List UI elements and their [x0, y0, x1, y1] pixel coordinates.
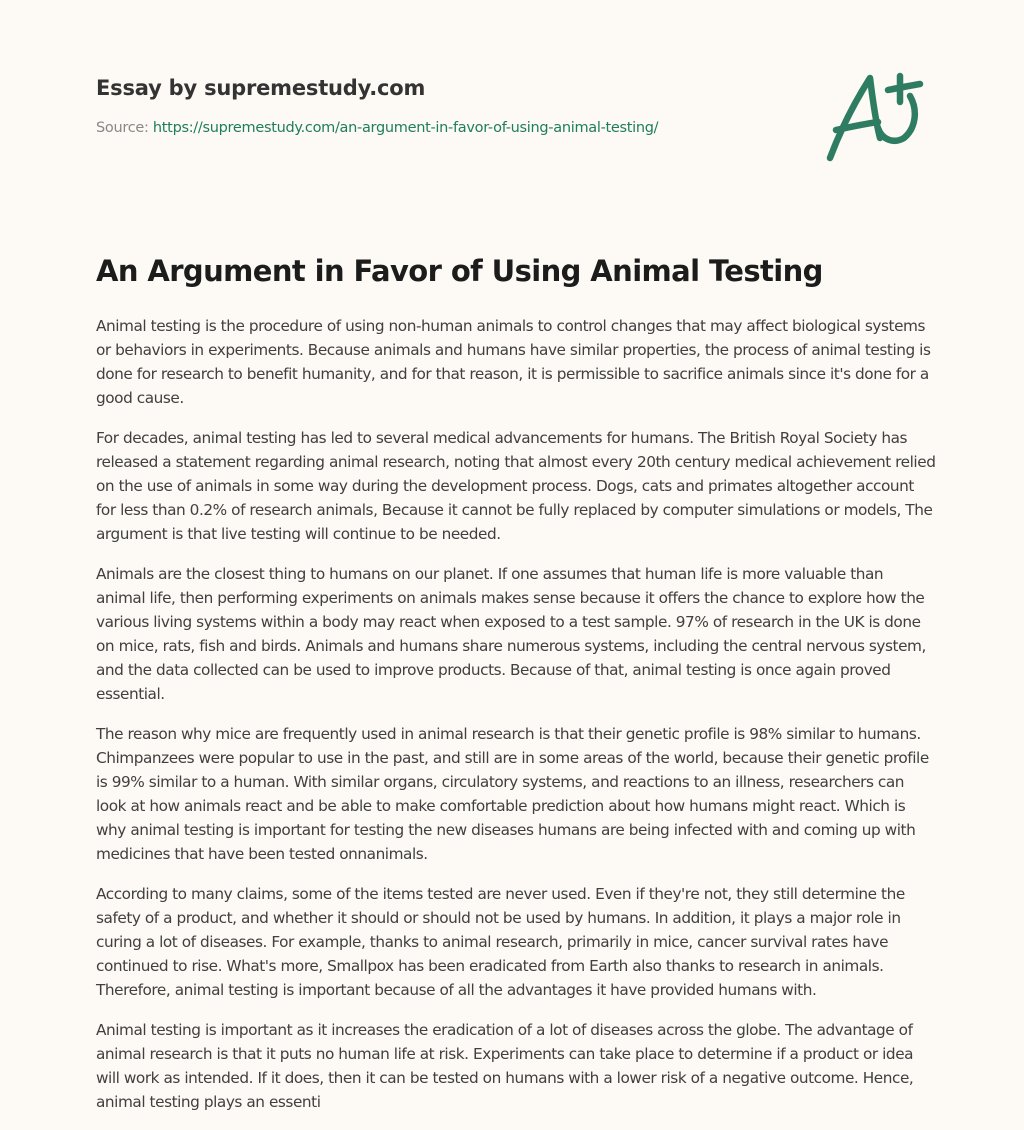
essay-title: An Argument in Favor of Using Animal Testing: [96, 254, 823, 288]
a-plus-grade-icon: [820, 64, 930, 168]
source-line: [96, 120, 796, 136]
essay-paragraph: Animals are the closest thing to humans on our planet. If one assumes that human life is more valuable than animal life, then performing experiments on animals makes sense because it offers the chance to explore how the various living systems within a body may react when exposed to a test sample. 97% of research in the UK is done on mice, rats, fish and birds. Animals and humans share numerous systems, including the central nervous system, and the data collected can be used to improve products. Because of that, animal testing is once again proved essential.: [96, 565, 926, 703]
essay-paragraph: The reason why mice are frequently used in animal research is that their genetic profile is 98% similar to humans. Chimpanzees were popular to use in the past, and still are in some areas of the world, because their genetic profile is 99% similar to a human. With similar organs, circulatory systems, and reactions to an illness, researchers can look at how animals react and be able to make comfortable prediction about how humans might react. Which is why animal testing is important for testing the new diseases humans are being infected with and coming up with medicines that have been tested onnanimals.: [96, 725, 929, 863]
site-title: Essay by supremestudy.com: [96, 76, 426, 100]
page-header: [96, 76, 796, 136]
source-link[interactable]: https://supremestudy.com/an-argument-in-favor-of-using-animal-testing/: [152, 120, 659, 136]
essay-paragraph: Animal testing is important as it increases the eradication of a lot of diseases across the globe. The advantage of animal research is that it puts no human life at risk. Experiments can take place to determine if a product or idea will work as intended. If it does, then it can be tested on humans with a lower risk of a negative outcome. Hence, animal testing plays an essenti: [96, 1021, 914, 1111]
essay-paragraph: Animal testing is the procedure of using non-human animals to control changes that may affect biological systems or behaviors in experiments. Because animals and humans have similar properties, the process of animal testing is done for research to benefit humanity, and for that reason, it is permissible to sacrifice animals since it's done for a good cause.: [96, 317, 931, 407]
essay-paragraph: According to many claims, some of the items tested are never used. Even if they're not, they still determine the safety of a product, and whether it should or should not be used by humans. In addition, it plays a major role in curing a lot of diseases. For example, thanks to animal research, primarily in mice, cancer survival rates have continued to rise. What's more, Smallpox has been eradicated from Earth also thanks to research in animals. Therefore, animal testing is important because of all the advantages it have provided humans with.: [96, 885, 905, 999]
source-label: Source:: [96, 120, 153, 136]
essay-body: [96, 314, 936, 1130]
essay-paragraph: For decades, animal testing has led to several medical advancements for humans. The British Royal Society has released a statement regarding animal research, noting that almost every 20th century medical achievement relied on the use of animals in some way during the development process. Dogs, cats and primates altogether account for less than 0.2% of research animals, Because it cannot be fully replaced by computer simulations or models, The argument is that live testing will continue to be needed.: [96, 429, 936, 543]
